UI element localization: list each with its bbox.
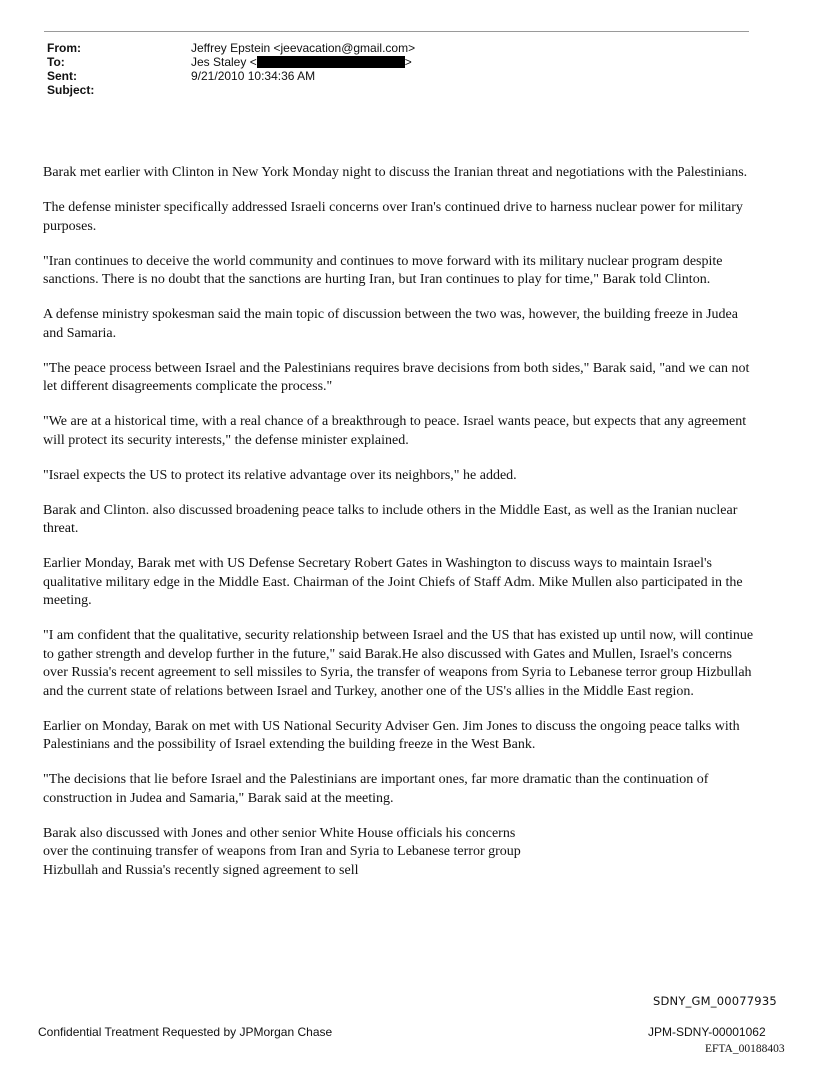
header-divider — [44, 31, 749, 32]
jpm-bates-number: JPM-SDNY-00001062 — [648, 1025, 766, 1039]
to-row — [47, 55, 415, 69]
bates-stamp: SDNY_GM_00077935 — [653, 994, 777, 1008]
body-paragraph: Earlier on Monday, Barak on met with US National Security Adviser Gen. Jim Jones to discuss the ongoing peace talks with Palestinians and the possibility of Israel extending the building freeze in the West Bank. — [43, 718, 740, 752]
from-label: From: — [47, 41, 81, 55]
body-paragraph: "The peace process between Israel and the Palestinians requires brave decisions from both sides," Barak said, "and we can not let different disagreements complicate the process." — [43, 360, 750, 394]
subject-row — [47, 83, 415, 97]
from-row — [47, 41, 415, 55]
body-paragraph: "Israel expects the US to protect its relative advantage over its neighbors," he added. — [43, 467, 517, 483]
sent-label: Sent: — [47, 69, 77, 83]
body-paragraph: "The decisions that lie before Israel and the Palestinians are important ones, far more dramatic than the continuation of construction in Judea and Samaria," Barak said at the meeting. — [43, 772, 709, 806]
body-paragraph: A defense ministry spokesman said the main topic of discussion between the two was, however, the building freeze in Judea and Samaria. — [43, 307, 738, 341]
to-label: To: — [47, 55, 65, 69]
to-suffix: > — [404, 55, 412, 69]
efta-number: EFTA_00188403 — [705, 1043, 785, 1055]
subject-label: Subject: — [47, 83, 95, 97]
confidential-footer: Confidential Treatment Requested by JPMorgan Chase — [38, 1025, 333, 1039]
email-header — [47, 41, 415, 97]
body-paragraph: Earlier Monday, Barak met with US Defense Secretary Robert Gates in Washington to discuss ways to maintain Israel's qualitative military edge in the Middle East. Chairman of the Joint Chiefs of Staff Adm. Mike Mullen also participated in the meeting. — [43, 556, 743, 608]
from-value: Jeffrey Epstein <jeevacation@gmail.com> — [191, 41, 416, 55]
body-paragraph: "I am confident that the qualitative, security relationship between Israel and the US that has existed up until now, will continue to gather strength and develop further in the future," said Barak.He also discussed with Gates and Mullen, Israel's concerns over Russia's recent agreement to sell missiles to Syria, the transfer of weapons from Syria to Lebanese terror group Hizbullah and the current state of relations between Israel and Turkey, another one of the US's allies in the Middle East region. — [43, 628, 754, 699]
body-paragraph: Barak met earlier with Clinton in New York Monday night to discuss the Iranian threat and negotiations with the Palestinians. — [43, 165, 748, 180]
body-paragraph: "Iran continues to deceive the world community and continues to move forward with its military nuclear program despite sanctions. There is no doubt that the sanctions are hurting Iran, but Iran continues to play for time," Barak told Clinton. — [43, 253, 723, 287]
sent-value: 9/21/2010 10:34:36 AM — [191, 69, 316, 83]
sent-row — [47, 69, 415, 83]
body-paragraph: Barak and Clinton. also discussed broadening peace talks to include others in the Middle East, as well as the Iranian nuclear threat. — [43, 502, 738, 536]
body-paragraph: The defense minister specifically addressed Israeli concerns over Iran's continued drive to harness nuclear power for military purposes. — [43, 200, 743, 234]
redaction-bar — [257, 56, 405, 68]
email-body — [43, 164, 755, 897]
body-paragraph: Barak also discussed with Jones and other senior White House officials his concerns over the continuing transfer of weapons from Iran and Syria to Lebanese terror group Hizbullah and Russia's recently signed agreement to sell — [43, 825, 521, 878]
to-value — [191, 55, 412, 69]
to-prefix: Jes Staley < — [191, 55, 257, 69]
body-paragraph: "We are at a historical time, with a real chance of a breakthrough to peace. Israel wants peace, but expects that any agreement will protect its security interests," the defense minister explained. — [43, 414, 747, 448]
